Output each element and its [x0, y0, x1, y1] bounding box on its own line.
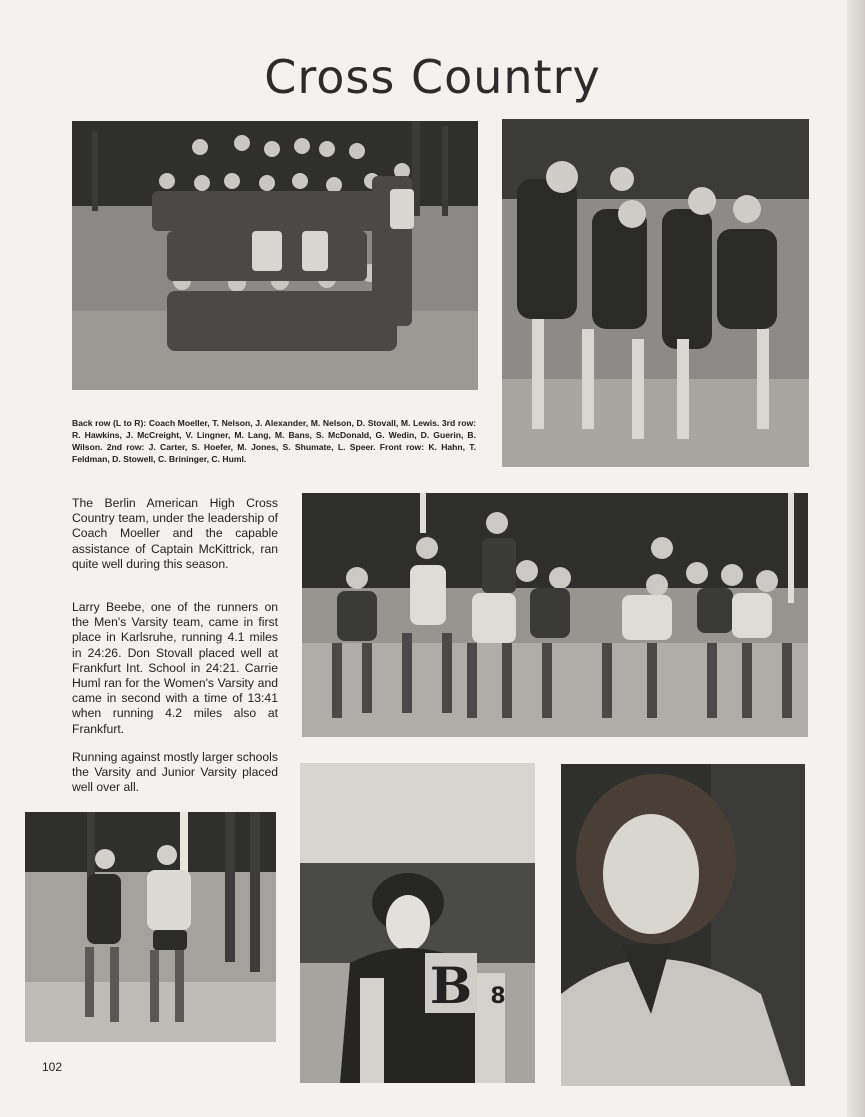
runners-start-photo: [502, 119, 809, 467]
paragraph-summary: Running against mostly larger schools the Varsity and Junior Varsity placed well over all.: [72, 750, 278, 795]
paragraph-results: Larry Beebe, one of the runners on the Men's Varsity team, came in first place in Karlsruhe, running 4.1 miles in 24:26. Don Stovall placed well at Frankfurt Int. School in 24:21. Carrie Huml ran for the Women's Varsity and came in second with a time of 13:41 when running 4.2 miles also at Frankfurt.: [72, 600, 278, 736]
portrait-photo: [561, 764, 805, 1086]
jacket-letter: B: [429, 956, 473, 1015]
photo-caption: Back row (L to R): Coach Moeller, T. Nelson, J. Alexander, M. Nelson, D. Stovall, M. Lewis. 3rd row: R. Hawkins, J. McCreight, V. Lingner, M. Lang, M. Bans, S. McDonald, G. Wedin, D. Guerin, B. Wilson. 2nd row: J. Carter, S. Hoefer, M. Jones, S. Shumate, L. Speer. Front row: K. Hahn, T. Feldman, D. Stowell, C. Brininger, C. Huml.: [72, 418, 476, 464]
page-number: 102: [42, 1060, 63, 1074]
paragraph-intro: The Berlin American High Cross Country team, under the leadership of Coach Moeller and the capable assistance of Captain McKittrick, ran quite well during this season.: [72, 496, 278, 571]
sleeve-number: 8: [490, 984, 506, 1009]
team-group-photo: [72, 121, 478, 390]
page-edge: [847, 0, 865, 1117]
page-title: Cross Country: [264, 50, 601, 104]
race-start-photo: [302, 493, 808, 737]
two-runners-photo: [25, 812, 276, 1042]
letterman-jacket-photo: [300, 763, 535, 1083]
